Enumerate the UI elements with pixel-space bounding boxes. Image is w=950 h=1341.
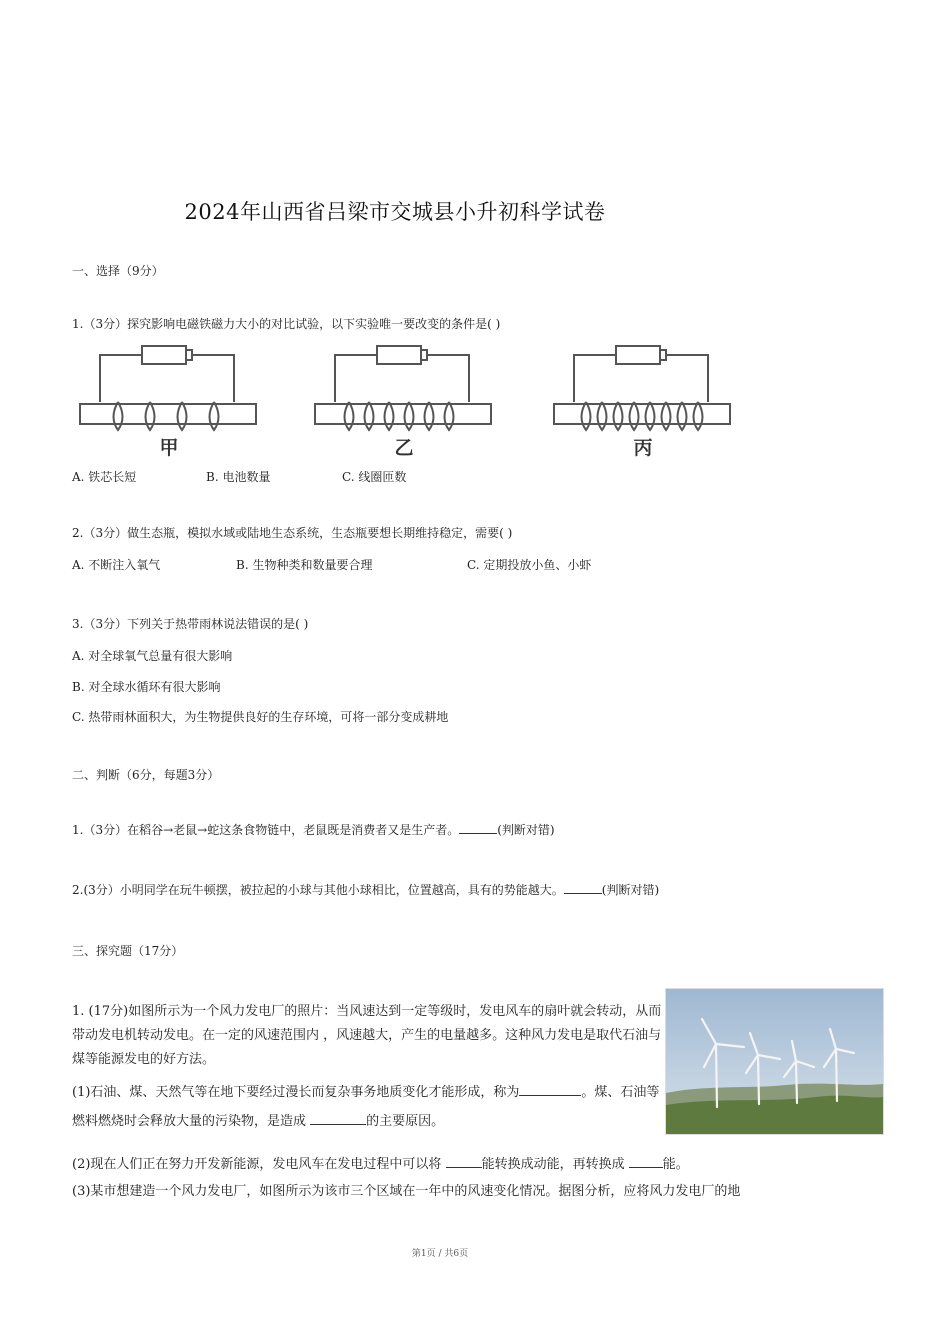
judge-question-2 <box>72 881 659 898</box>
judge-question-1 <box>72 821 555 838</box>
sub2-blank-1[interactable] <box>446 1155 482 1168</box>
section-heading-choice: 一、选择（9分） <box>72 264 164 278</box>
q1-option-c: C. 线圈匝数 <box>342 470 407 484</box>
q1-option-b: B. 电池数量 <box>206 470 271 484</box>
circuit-diagram-jia <box>78 342 260 462</box>
question-1-text: 1.（3分）探究影响电磁铁磁力大小的对比试验，以下实验唯一要改变的条件是( ) <box>72 317 501 331</box>
judge-q1-blank[interactable] <box>459 821 497 834</box>
judge-q1-text: 1.（3分）在稻谷→老鼠→蛇这条食物链中，老鼠既是消费者又是生产者。 <box>72 823 460 837</box>
sub1-blank-1[interactable] <box>519 1083 581 1096</box>
q2-option-a: A. 不断注入氧气 <box>72 558 161 572</box>
q3-option-c: C. 热带雨林面积大，为生物提供良好的生存环境，可将一部分变成耕地 <box>72 710 449 724</box>
page-footer: 第1页 / 共6页 <box>411 1249 469 1259</box>
judge-q2-blank[interactable] <box>564 881 602 894</box>
explore-intro-line-3: 煤等能源发电的好方法。 <box>72 1052 216 1067</box>
q3-option-b: B. 对全球水循环有很大影响 <box>72 680 221 694</box>
explore-sub2 <box>72 1153 689 1172</box>
wind-farm-photo <box>665 988 884 1135</box>
page-title: 2024年山西省吕梁市交城县小升初科学试卷 <box>184 200 606 224</box>
sub2-text-b: 能转换成动能，再转换成 <box>481 1157 629 1172</box>
explore-intro-line-2: 带动发电机转动发电。在一定的风速范围内 ，风速越大，产生的电量越多。这种风力发电是取代石油与 <box>72 1028 662 1043</box>
q3-option-a: A. 对全球氧气总量有很大影响 <box>72 649 233 663</box>
q1-option-a: A. 铁芯长短 <box>72 470 137 484</box>
sub1-text-a: (1)石油、煤、天然气等在地下要经过漫长而复杂事务地质变化才能形成，称为 <box>72 1085 520 1100</box>
circuit-label-yi: 乙 <box>394 437 414 459</box>
judge-q1-hint: (判断对错) <box>497 823 555 837</box>
section-heading-judge: 二、判断（6分，每题3分） <box>72 768 220 782</box>
q2-option-b: B. 生物种类和数量要合理 <box>236 558 373 572</box>
question-2-text: 2.（3分）做生态瓶，模拟水域或陆地生态系统，生态瓶要想长期维持稳定，需要( ) <box>72 526 513 540</box>
sub2-text-a: (2)现在人们正在努力开发新能源，发电风车在发电过程中可以将 <box>72 1157 446 1172</box>
sub1-text-d: 的主要原因。 <box>366 1114 445 1129</box>
explore-intro-line-1: 1. (17分)如图所示为一个风力发电厂的照片：当风速达到一定等级时，发电风车的扇叶就会转动，从而 <box>72 1004 662 1019</box>
sub1-blank-2[interactable] <box>310 1112 366 1125</box>
explore-sub1-line-2 <box>72 1110 444 1129</box>
sub1-text-b: 。煤、石油等 <box>581 1085 660 1100</box>
circuit-label-bing: 丙 <box>633 437 653 459</box>
q2-option-c: C. 定期投放小鱼、小虾 <box>467 558 592 572</box>
question-3-text: 3.（3分）下列关于热带雨林说法错误的是( ) <box>72 617 309 631</box>
sub1-text-c: 燃料燃烧时会释放大量的污染物，是造成 <box>72 1114 311 1129</box>
section-heading-explore: 三、探究题（17分） <box>72 944 184 958</box>
sub2-blank-2[interactable] <box>629 1155 663 1168</box>
judge-q2-hint: (判断对错) <box>601 883 660 897</box>
circuit-label-jia: 甲 <box>159 437 179 459</box>
explore-sub1-line-1 <box>72 1081 659 1100</box>
explore-sub3: (3)某市想建造一个风力发电厂，如图所示为该市三个区域在一年中的风速变化情况。据图分析，应将风力发电厂的地 <box>72 1184 741 1199</box>
circuit-diagram-yi <box>313 342 495 462</box>
judge-q2-text: 2.(3分）小明同学在玩牛顿摆，被拉起的小球与其他小球相比，位置越高，具有的势能越大。 <box>72 883 564 897</box>
circuit-diagram-bing <box>552 342 734 462</box>
sub2-text-c: 能。 <box>662 1157 689 1172</box>
